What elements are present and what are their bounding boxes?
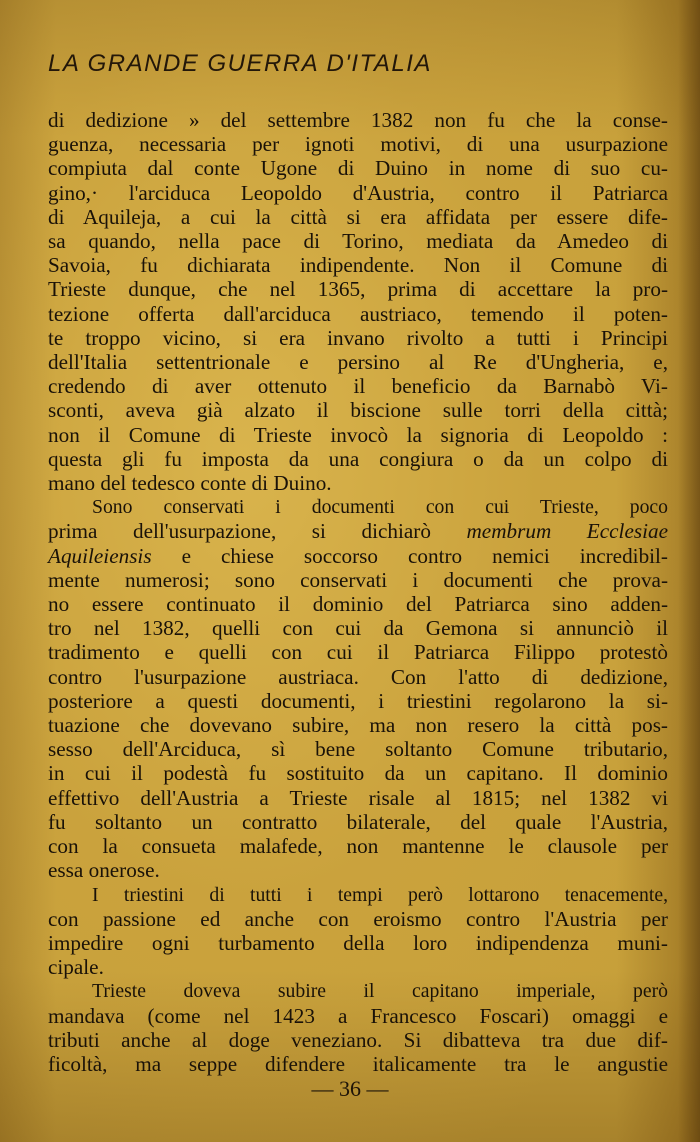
paragraph (48, 108, 668, 495)
text-line: prima dell'usurpazione, si dichiarò membrum Ecclesiae (48, 519, 668, 544)
text-line: tributi anche al doge veneziano. Si dibatteva tra due dif- (48, 1027, 668, 1052)
body-text (48, 108, 668, 1076)
text-line: sa quando, nella pace di Torino, mediata da Amedeo di (48, 229, 668, 254)
text-line: con la consueta malafede, non mantenne le clausole per (48, 834, 668, 859)
paragraph (48, 979, 668, 1076)
text-line: Savoia, fu dichiarata indipendente. Non il Comune di (48, 253, 668, 278)
text-line: credendo di aver ottenuto il beneficio da Barnabò Vi- (48, 374, 668, 399)
text-line: di Aquileja, a cui la città si era affidata per essere dife- (48, 204, 668, 229)
text-line: sesso dell'Arciduca, sì bene soltanto Comune tributario, (48, 737, 668, 762)
text-line: compiuta dal conte Ugone di Duino in nome di suo cu- (48, 156, 668, 181)
text-line: mandava (come nel 1423 a Francesco Foscari) omaggi e (48, 1003, 668, 1028)
text-line: con passione ed anche con eroismo contro l'Austria per (48, 906, 668, 931)
text-line: te troppo vicino, si era invano rivolto a tutti i Principi (48, 325, 668, 350)
text-line: posteriore a questi documenti, i triestini regolarono la si- (48, 688, 668, 713)
text-line: tuazione che dovevano subire, ma non resero la città pos- (48, 713, 668, 738)
text-line: in cui il podestà fu sostituito da un capitano. Il dominio (48, 761, 668, 786)
text-line: non il Comune di Trieste invocò la signoria di Leopoldo : (48, 422, 668, 447)
text-line: effettivo dell'Austria a Trieste risale al 1815; nel 1382 vi (48, 785, 668, 810)
text-line: fu soltanto un contratto bilaterale, del quale l'Austria, (48, 809, 668, 834)
page-number: — 36 — (311, 1076, 389, 1101)
latin-phrase: Aquileiensis (48, 543, 152, 568)
text-line: di dedizione » del settembre 1382 non fu che la conse- (48, 108, 668, 132)
text-line: dell'Italia settentrionale e persino al Re d'Ungheria, e, (48, 350, 668, 375)
text-line: mente numerosi; sono conservati i documenti che prova- (48, 567, 668, 592)
text-line: no essere continuato il dominio del Patriarca sino adden- (48, 592, 668, 617)
text-line: contro l'usurpazione austriaca. Con l'atto di dedizione, (48, 664, 668, 689)
latin-phrase: membrum Ecclesiae (466, 519, 668, 544)
text-line: mano del tedesco conte di Duino. (48, 471, 332, 496)
page-edge-shadow (678, 0, 700, 1142)
text-line: impedire ogni turbamento della loro indipendenza muni- (48, 930, 668, 955)
text-line: Sono conservati i documenti con cui Trieste, poco (92, 496, 668, 519)
text-line: Aquileiensis e chiese soccorso contro nemici incredibil- (48, 543, 668, 568)
text-line: I triestini di tutti i tempi però lottarono tenacemente, (92, 883, 668, 906)
text-line: Trieste dunque, che nel 1365, prima di accettare la pro- (48, 277, 668, 302)
text-line: guenza, necessaria per ignoti motivi, di una usurpazione (48, 132, 668, 157)
text-line: gino,· l'arciduca Leopoldo d'Austria, contro il Patriarca (48, 180, 668, 205)
paragraph (48, 883, 668, 980)
text-line: questa gli fu imposta da una congiura o da un colpo di (48, 446, 668, 471)
text-line: tezione offerta dall'arciduca austriaco, temendo il poten- (48, 301, 668, 326)
text-line: ficoltà, ma seppe difendere italicamente tra le angustie (48, 1051, 668, 1076)
text-line: tro nel 1382, quelli con cui da Gemona si annunciò il (48, 616, 668, 641)
text-line: essa onerose. (48, 858, 160, 883)
text-line: Trieste doveva subire il capitano imperiale, però (92, 980, 668, 1003)
text-line: tradimento e quelli con cui il Patriarca Filippo protestò (48, 640, 668, 665)
text-line: sconti, aveva già alzato il biscione sulle torri della città; (48, 398, 668, 423)
book-page (48, 50, 668, 1076)
paragraph (48, 495, 668, 882)
text-line: cipale. (48, 955, 104, 980)
running-title: LA GRANDE GUERRA D'ITALIA (48, 50, 432, 77)
